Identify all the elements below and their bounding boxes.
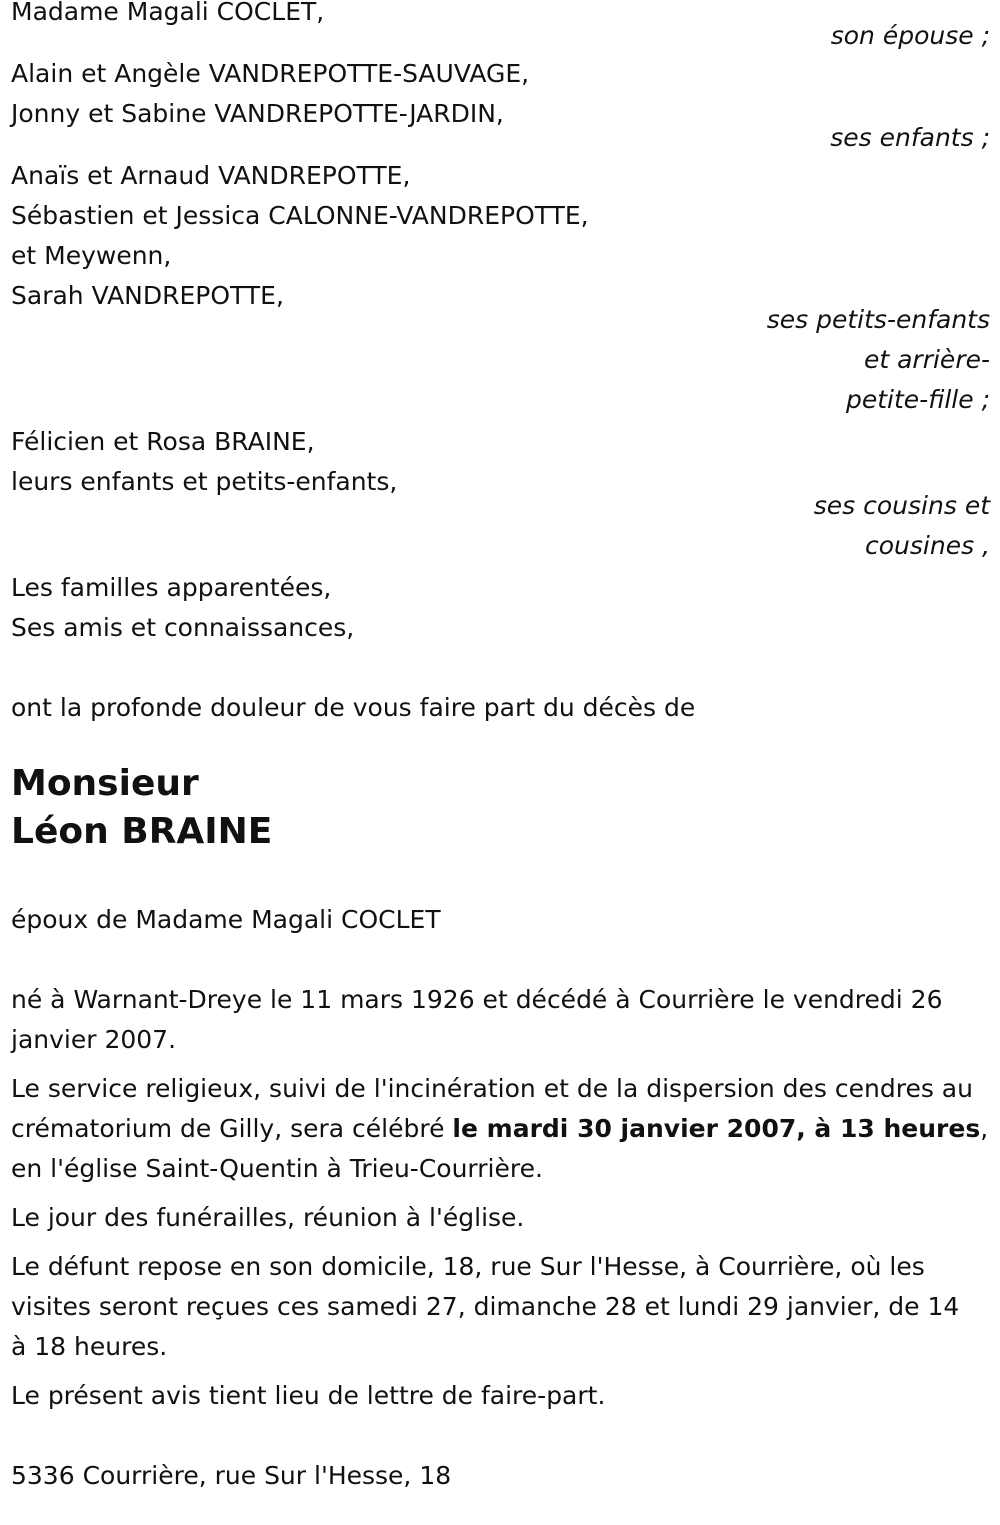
grandchild-name: Sarah VANDREPOTTE, [11,281,284,310]
grandchildren-section [11,156,990,420]
details-section [11,980,991,1416]
address-section [11,1456,990,1496]
spouse-role: son épouse ; [830,21,990,50]
notice-text: Le présent avis tient lieu de lettre de faire-part. [11,1381,606,1410]
deceased-title: Monsieur [11,763,199,804]
children-section [11,54,990,158]
address-text: 5336 Courrière, rue Sur l'Hesse, 18 [11,1461,452,1490]
service-text [11,1069,991,1189]
visits-text: Le défunt repose en son domicile, 18, rue Sur l'Hesse, à Courrière, où les visites seront reçues ces samedi 27, dimanche 28 et lundi 29 janvier, de 14 à 18 heures. [11,1252,960,1361]
others-line: Les familles apparentées, [11,573,332,602]
others-section [11,568,990,648]
grandchildren-role: et arrière- [863,345,990,374]
deceased-heading [11,760,990,856]
grandchild-name: Sébastien et Jessica CALONNE-VANDREPOTTE, [11,201,589,230]
announcement-text: ont la profonde douleur de vous faire part du décès de [11,693,696,722]
others-line: Ses amis et connaissances, [11,613,355,642]
grandchild-name: et Meywenn, [11,241,172,270]
spouse-of-text: époux de Madame Magali COCLET [11,905,441,934]
spouse-name: Madame Magali COCLET, [11,0,325,26]
deceased-name: Léon BRAINE [11,811,273,852]
spouse-of-section [11,900,990,940]
meeting-text: Le jour des funérailles, réunion à l'église. [11,1203,525,1232]
cousins-section [11,422,990,566]
grandchild-name: Anaïs et Arnaud VANDREPOTTE, [11,161,411,190]
cousin-name: leurs enfants et petits-enfants, [11,467,398,496]
grandchildren-role: petite-fille ; [846,385,990,414]
grandchildren-role: ses petits-enfants [766,305,990,334]
service-date: le mardi 30 janvier 2007, à 13 heures [452,1114,981,1143]
announcement [11,688,990,728]
cousin-name: Félicien et Rosa BRAINE, [11,427,315,456]
service-text-end: , en l'église Saint-Quentin à Trieu-Courrière. [11,1114,989,1183]
cousins-role: ses cousins et [813,491,990,520]
birth-death-text: né à Warnant-Dreye le 11 mars 1926 et décédé à Courrière le vendredi 26 janvier 2007. [11,985,943,1054]
spouse-section [11,0,990,56]
service-text-start: Le service religieux, suivi de l'incinération et de la dispersion des cendres au crématorium de Gilly, sera célébré [11,1074,973,1143]
cousins-role: cousines , [865,531,990,560]
child-name: Jonny et Sabine VANDREPOTTE-JARDIN, [11,99,504,128]
child-name: Alain et Angèle VANDREPOTTE-SAUVAGE, [11,59,530,88]
children-role: ses enfants ; [830,123,990,152]
